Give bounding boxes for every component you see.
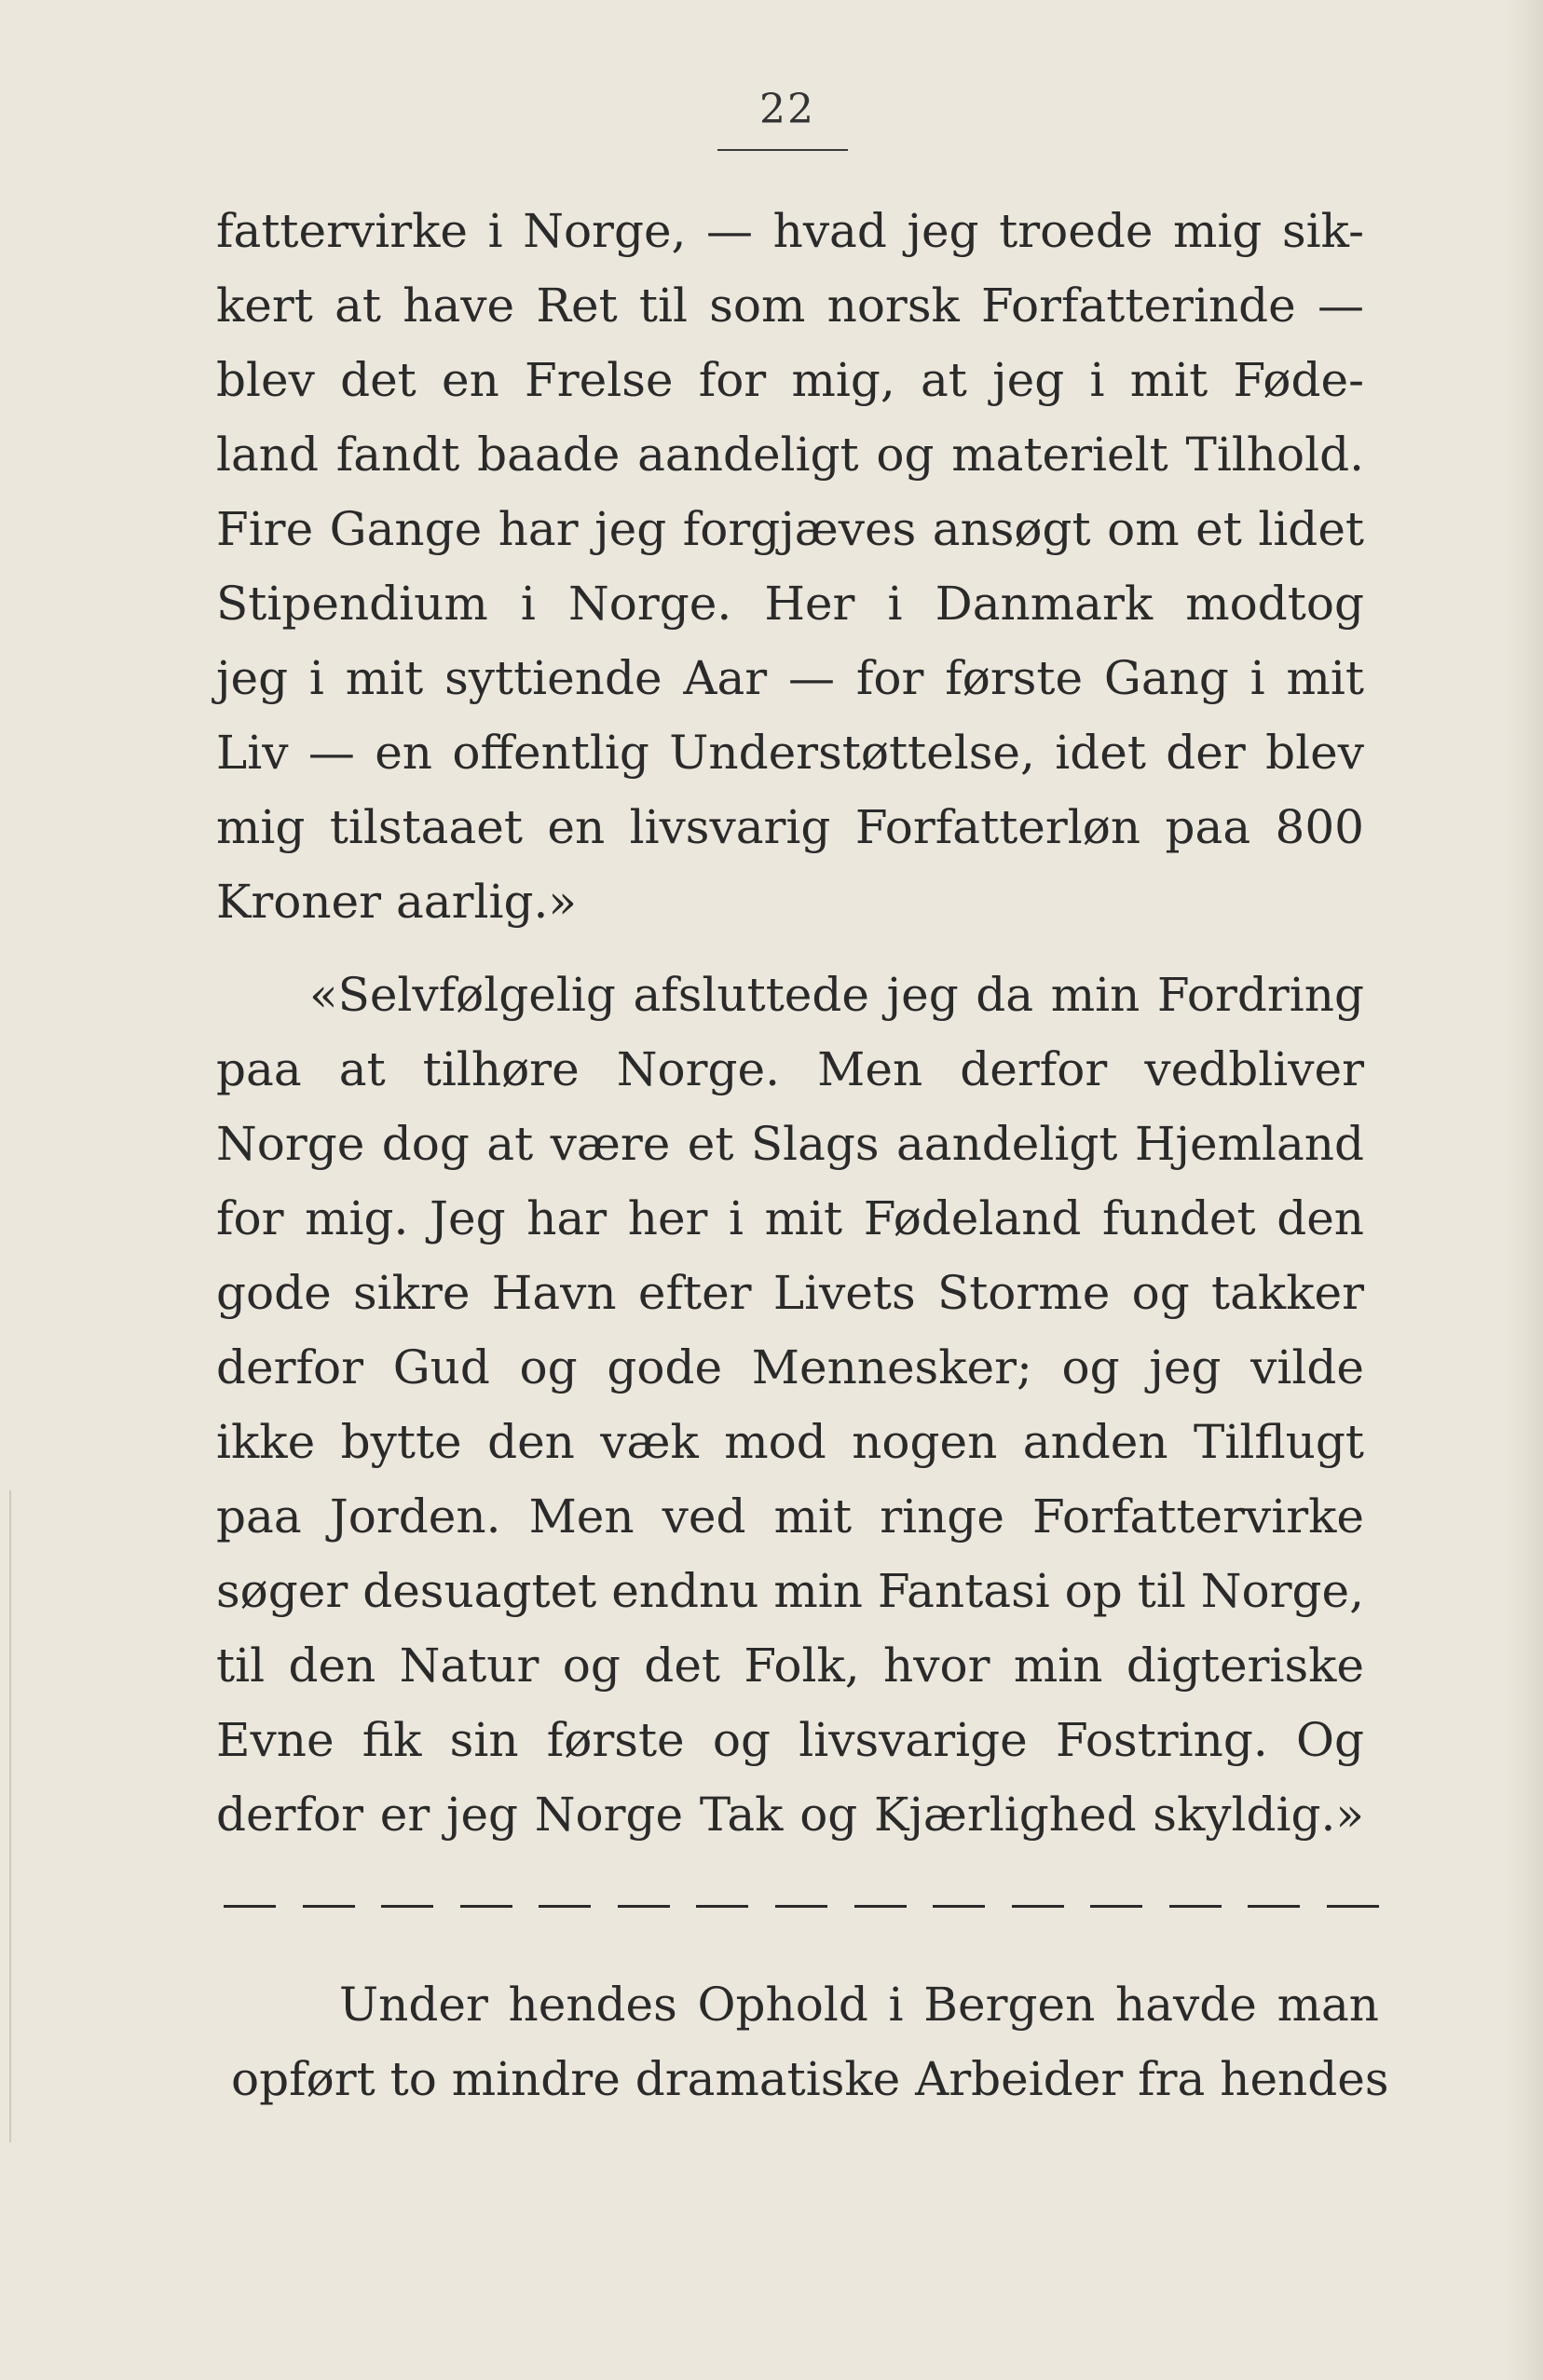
text-line: «Selvfølgelig afsluttede jeg da min Fordring [309,968,1364,1022]
text-line: blev det en Frelse for mig, at jeg i mit Føde- [216,353,1364,407]
text-line: ikke bytte den væk mod nogen anden Tilflugt [216,1415,1364,1469]
text-line: fattervirke i Norge, — hvad jeg troede mig sik- [216,204,1364,258]
text-line: Kroner aarlig.» [216,875,577,929]
page-number-rule [717,149,848,151]
text-line: opført to mindre dramatiske Arbeider fra hendes [231,2052,1389,2106]
text-line: gode sikre Havn efter Livets Storme og takker [216,1266,1364,1320]
paragraph-1 [216,194,1364,939]
text-line: derfor Gud og gode Mennesker; og jeg vilde [216,1340,1364,1394]
text-line: Norge dog at være et Slags aandeligt Hjemland [216,1117,1364,1171]
divider-dash [775,1905,827,1908]
divider-dash [539,1905,591,1908]
section-divider [224,1905,1379,1909]
divider-dash [618,1905,670,1908]
divider-dash [1327,1905,1379,1908]
text-line: Liv — en offentlig Understøttelse, idet der blev [216,726,1364,780]
divider-dash [1169,1905,1222,1908]
text-line: land fandt baade aandeligt og materielt Tilhold. [216,428,1364,482]
text-line: søger desuagtet endnu min Fantasi op til Norge, [216,1564,1364,1618]
divider-dash [1248,1905,1300,1908]
text-line: Under hendes Ophold i Bergen havde man [339,1978,1379,2032]
text-line: Evne fik sin første og livsvarige Fostring. Og [216,1713,1364,1767]
text-line: mig tilstaaet en livsvarig Forfatterløn paa 800 [216,800,1364,854]
text-line: jeg i mit syttiende Aar — for første Gang i mit [216,651,1364,705]
divider-dash [696,1905,748,1908]
paragraph-3 [231,1967,1389,2116]
page-margin-mark [9,1490,11,2142]
divider-dash [1090,1905,1142,1908]
text-line: paa Jorden. Men ved mit ringe Forfattervirke [216,1489,1364,1544]
divider-dash [460,1905,512,1908]
divider-dash [303,1905,355,1908]
text-line: paa at tilhøre Norge. Men derfor vedbliver [216,1042,1364,1096]
divider-dash [854,1905,907,1908]
divider-dash [224,1905,276,1908]
text-line: for mig. Jeg har her i mit Fødeland fundet den [216,1191,1364,1245]
text-line: kert at have Ret til som norsk Forfatterinde — [216,279,1364,333]
text-line: derfor er jeg Norge Tak og Kjærlighed skyldig.» [216,1788,1364,1842]
page-edge-shadow [1506,0,1543,2380]
divider-dash [933,1905,985,1908]
divider-dash [1012,1905,1064,1908]
text-line: til den Natur og det Folk, hvor min digteriske [216,1639,1364,1693]
text-line: Stipendium i Norge. Her i Danmark modtog [216,577,1364,631]
divider-dash [381,1905,433,1908]
paragraph-2 [216,958,1364,1852]
text-line: Fire Gange har jeg forgjæves ansøgt om et lidet [216,502,1364,556]
page-number: 22 [759,86,815,133]
